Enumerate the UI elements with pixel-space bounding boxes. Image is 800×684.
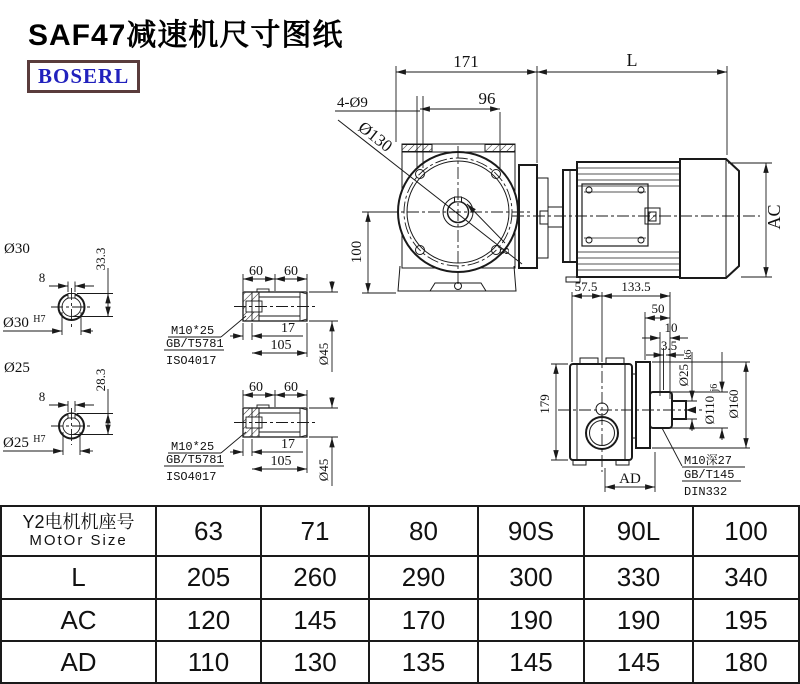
dim-17-2: 17 (281, 437, 295, 452)
header-cn: Y2电机机座号 (22, 511, 135, 532)
bore-30-tolerance: H7 (33, 314, 46, 325)
shaft-dia-tolerance: k6 (683, 349, 694, 360)
front-view-gearbox (338, 118, 530, 291)
row-label-AD: AD (0, 640, 155, 684)
col-header: 90L (583, 505, 692, 555)
dim-hole-spacing: 96 (478, 89, 496, 108)
front-view-dimensions (335, 50, 727, 293)
dim-flange-diameter: Ø130 (354, 117, 397, 156)
dim-105-2: 105 (270, 454, 292, 469)
row-label-L: L (0, 555, 155, 598)
dim-17-1: 17 (281, 321, 295, 336)
dim-dia45-1: Ø45 (316, 342, 331, 366)
dim-AD: AD (619, 471, 641, 487)
label-tap-standard-1: GB/T145 (684, 468, 735, 482)
cell-L-90S: 300 (477, 555, 583, 598)
dim-gearbox-length: 171 (453, 52, 479, 71)
dim-keyway-width-25: 8 (38, 389, 46, 404)
dim-179: 179 (537, 394, 552, 414)
bore-25-tolerance: H7 (33, 434, 46, 445)
dim-60b-1: 60 (284, 264, 298, 279)
cell-AD-63: 110 (155, 640, 260, 684)
col-header: 63 (155, 505, 260, 555)
label-tapped-hole: M10深27 (684, 454, 733, 468)
header-en: MOtOr Size (29, 532, 128, 550)
label-bolt-1: M10*25 (171, 324, 215, 338)
shaft-end-view-2 (164, 380, 338, 486)
cell-AD-100: 180 (692, 640, 800, 684)
label-std2-1: ISO4017 (166, 354, 217, 368)
dim-105-1: 105 (270, 338, 292, 353)
label-bolt-2: M10*25 (171, 440, 215, 454)
dim-bore-30 (3, 314, 46, 331)
label-std1-1: GB/T5781 (166, 337, 224, 351)
cell-L-90L: 330 (583, 555, 692, 598)
label-std1-2: GB/T5781 (166, 453, 224, 467)
brand-logo: BOSERL (27, 60, 140, 93)
cell-AC-90S: 190 (477, 598, 583, 640)
label-bore-25: Ø25 (4, 360, 30, 376)
dim-dia45-2: Ø45 (316, 458, 331, 482)
dim-keyway-height-30: 33.3 (93, 247, 108, 271)
bore-30-value: Ø30 (3, 315, 29, 331)
label-bore-30: Ø30 (4, 241, 30, 257)
dim-50: 50 (651, 301, 665, 316)
dim-3-5: 3.5 (660, 338, 678, 353)
cell-L-80: 290 (368, 555, 477, 598)
cell-AC-80: 170 (368, 598, 477, 640)
cell-AD-80: 135 (368, 640, 477, 684)
motor-side-view (512, 159, 784, 282)
shaft-dia-value: Ø25 (676, 364, 691, 387)
spigot-dia-value: Ø110 (702, 395, 717, 425)
dim-shaft-height: 100 (349, 240, 365, 264)
dim-spigot-dia (701, 384, 720, 425)
spigot-dia-tolerance: j6 (709, 383, 720, 392)
page-title: SAF47减速机尺寸图纸 (28, 19, 344, 52)
cell-L-71: 260 (260, 555, 368, 598)
col-header: 80 (368, 505, 477, 555)
bore-25-value: Ø25 (3, 435, 29, 451)
dim-60a-1: 60 (249, 264, 263, 279)
label-tap-standard-2: DIN332 (684, 485, 728, 499)
cell-AD-71: 130 (260, 640, 368, 684)
dim-keyway-width-30: 8 (38, 270, 46, 285)
dimension-table (0, 505, 800, 684)
hollow-shaft-view-25 (3, 360, 113, 455)
hollow-shaft-view-30 (3, 241, 113, 335)
dim-flange-od: Ø160 (726, 389, 741, 419)
row-label-AC: AC (0, 598, 155, 640)
dim-motor-length: L (626, 50, 638, 70)
cell-AC-63: 120 (155, 598, 260, 640)
dim-60a-2: 60 (249, 380, 263, 395)
label-std2-2: ISO4017 (166, 470, 217, 484)
dim-10: 10 (664, 320, 678, 335)
dim-bore-25 (3, 434, 46, 451)
cell-AC-100: 195 (692, 598, 800, 640)
cell-L-63: 205 (155, 555, 260, 598)
col-header: 71 (260, 505, 368, 555)
cell-L-100: 340 (692, 555, 800, 598)
dim-133-5: 133.5 (621, 279, 651, 294)
dim-60b-2: 60 (284, 380, 298, 395)
dim-keyway-height-25: 28.3 (93, 368, 108, 392)
cell-AD-90L: 145 (583, 640, 692, 684)
table-header-motor-size (0, 505, 155, 555)
cell-AC-71: 145 (260, 598, 368, 640)
label-mounting-holes: 4-Ø9 (337, 95, 368, 111)
shaft-end-view-1 (164, 264, 338, 372)
cell-AD-90S: 145 (477, 640, 583, 684)
cell-AC-90L: 190 (583, 598, 692, 640)
side-view-dimensions (537, 279, 750, 499)
col-header: 100 (692, 505, 800, 555)
dim-57-5: 57.5 (574, 279, 598, 294)
col-header: 90S (477, 505, 583, 555)
dim-motor-height: AC (764, 204, 784, 230)
dim-keyway-width-front: 8 (498, 247, 513, 255)
